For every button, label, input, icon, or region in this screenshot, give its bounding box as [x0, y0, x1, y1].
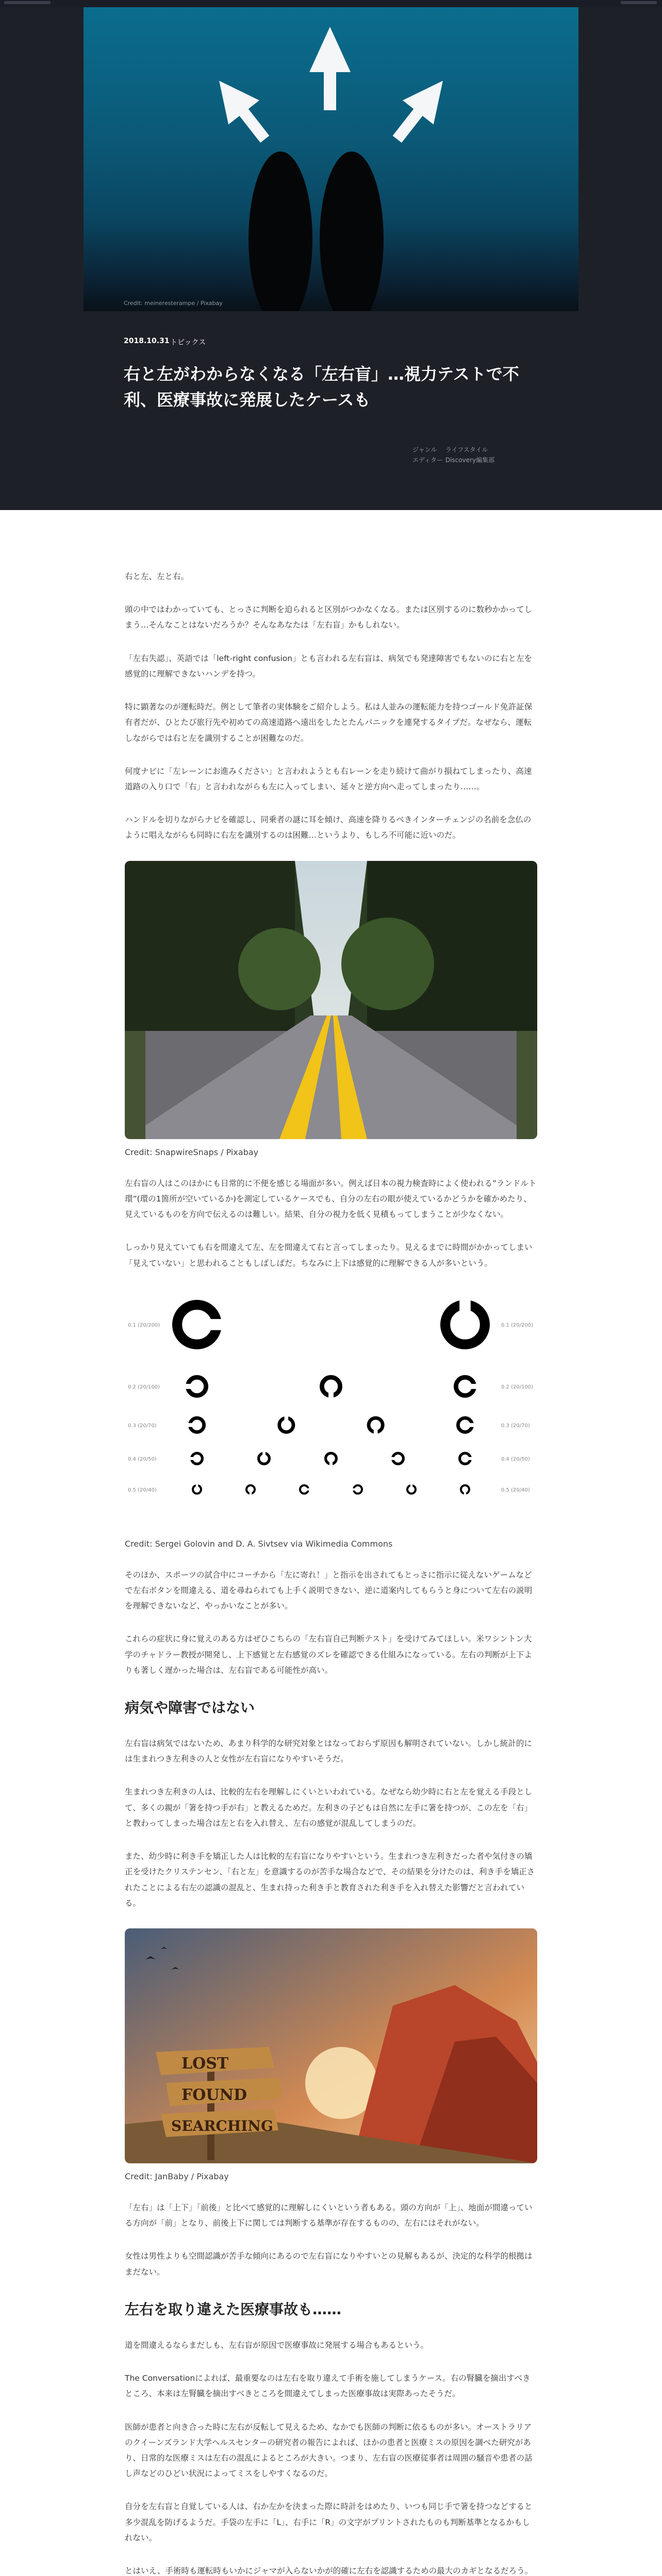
landolt-ring: [369, 1418, 383, 1435]
up-arrow-icon: [309, 27, 351, 110]
photo-credit: Credit: JanBaby / Pixabay: [125, 2172, 229, 2181]
landolt-ring: [177, 1304, 226, 1344]
hero: [0, 7, 662, 510]
landolt-row-label-right: 0.1 (20/200): [501, 1322, 534, 1328]
paragraph: また、幼少時に利き手を矯正した人は比較的左右盲になりやすいという。生まれつき左利きだった者や気付きの矯正を受けたクリステンセン、「右と左」を意識するのが苦手な場合などで、その結果を分けたのは、利き手を矯正されたことによる右左の認識の混乱と、生まれ持った利き手と教育された利き手を入れ替えた影響だと言われている。: [125, 1852, 535, 1908]
landolt-row-label: 0.1 (20/200): [128, 1322, 160, 1328]
road-photo: [125, 861, 537, 1139]
page-title: 右と左がわからなくなる「左右盲」…視力テストで不利、医療事故に発展したケースも: [124, 364, 519, 410]
post-date: 2018.10.31: [124, 337, 170, 345]
landolt-ring: [187, 1418, 204, 1432]
meta-genre: [412, 445, 488, 454]
top-bar-menu[interactable]: [621, 1, 657, 4]
landolt-row-label-right: 0.3 (20/70): [501, 1422, 530, 1429]
paragraph-text: これらの症状に身に覚えのある方はぜひこちらの「左右盲自己判断テスト」を受けてみてほしい。米ワシントン大学のチャドラー教授が開発し、上下感覚と左右感覚のズレを確認できる仕組みになっている。左右の判断が上下よりも著しく遅かった場合は、左右盲である可能性が高い。: [125, 1634, 533, 1675]
top-bar-logo[interactable]: [4, 1, 51, 4]
right-foot-shadow: [320, 151, 384, 311]
left-foot-shadow: [249, 151, 312, 311]
sign-found: FOUND: [181, 2086, 247, 2104]
article-body: [125, 510, 537, 2576]
paragraph: しっかり見えていても右を間違えて左、左を間違えて右と言ってしまったり。見えるまでに時間がかかってしまい「見えていない」と思われることもしばしばだ。ちなみに上下は感覚的に理解できる人が多いという。: [125, 1243, 533, 1268]
landolt-ring: [189, 1453, 202, 1464]
paragraph: ハンドルを切りながらナビを確認し、同乗者の謎に耳を傾け、高速を降りるべきインターチェンジの名前を念仏のように唱えながらも同時に右左を識別するのは困難…というより、もしろ不可能に近いのだ。: [125, 815, 532, 840]
paragraph: 女性は男性よりも空間認識が苦手な傾向にあるので左右盲になりやすいとの見解もあるが、決定的な科学的根拠はまだない。: [125, 2251, 533, 2277]
paragraph: [125, 1631, 537, 1678]
sign-lost: LOST: [181, 2055, 229, 2073]
landolt-ring: [184, 1377, 206, 1395]
section-heading: 病気や障害ではない: [125, 1699, 255, 1717]
meta-editor-value[interactable]: Discovery編集部: [445, 456, 495, 464]
landolt-ring: [458, 1418, 475, 1432]
paragraph: そのほか、スポーツの試合中にコーチから「左に寄れ！」と指示を出されてもとっさに指示に従えないゲームなどで左右ボタンを間違える、道を尋ねられても上手く説明できない、逆に道案内してもらうと身について左右の説明を理解できないなど、やっかいなことが多い。: [125, 1570, 533, 1611]
paragraph: 左右盲は病気ではないため、あまり科学的な研究対象とはなっておらず原因も解明されていない。しかし統計的には生まれつき左利きの人と女性が左右盲になりやすいそうだ。: [125, 1739, 532, 1764]
paragraph: 道を間違えるならまだしも、左右盲が原因で医療事故に発展する場合もあるという。: [125, 2340, 429, 2350]
landolt-ring: [460, 1453, 473, 1464]
paragraph: The Conversationによれば、最重要なのは左右を取り違えて手術を施してしまうケース。右の腎臓を摘出すべきところ、本来は左腎臓を摘出すべきところを間違えてしまった医療事故は実際あったそうだ。: [125, 2374, 531, 2399]
paragraph: 医師が患者と向き合った時に左右が反転して見えるため、なかでも医師の判断に依るものが多い。オーストラリアのクイーンズランド大学ヘルスセンターの研究者の報告によれば、ほかの患者と医療ミスの原因を調べた研究があり、日常的な医療ミスは左右の混乱によるところが大きい。つまり、左右盲の医療従事者は周囲の騒音や患者の話し声などのひどい状況によってミスをしやすくなるのだ。: [125, 2422, 533, 2479]
post-category[interactable]: トピックス: [170, 338, 206, 347]
paragraph: 「左右失認」、英語では「left-right confusion」とも言われる左右盲は、病気でも発達障害でもないのに右と左を感覚的に理解できないハンデを持つ。: [125, 653, 533, 679]
landolt-ring: [193, 1483, 201, 1494]
hero-credit: Credit: meineresterampe / Pixabay: [124, 300, 223, 307]
landolt-row-label: 0.2 (20/100): [128, 1384, 160, 1390]
paragraph: 左右盲の人はこのほかにも日常的に不便を感じる場面が多い。例えば日本の視力検査時によく使われる”ランドルト環”(環の1箇所が空いているか)を測定しているケースでも、自分の左右の眼が使えているかどうかを確かめたり、見えているものを方向で伝えるのは難しい。結果、自分の視力を低く見積もってしまうことが少なくない。: [125, 1178, 537, 1219]
right-arrow-icon: [382, 69, 458, 151]
landolt-row-label-right: 0.4 (20/50): [501, 1456, 530, 1462]
landolt-ring: [390, 1453, 403, 1464]
landolt-ring: [407, 1483, 416, 1494]
sign-searching: SEARCHING: [171, 2117, 273, 2134]
paragraph: 右と左、左と右。: [125, 572, 189, 581]
landolt-chart: [125, 1289, 537, 1531]
meta-genre-label: ジャンル: [412, 446, 437, 453]
paragraph: 生まれつき左利きの人は、比較的左右を理解しにくいといわれている。なぜなら幼少時に右と左を覚える手段として、多くの親が「箸を持つ手が右」と教えるためだ。左利きの子どもは自然に左手に箸を持つが、この左を「右」と教わってしまった場合は左と右を入れ替え、左右の感覚が混乱してしまうのだ。: [125, 1787, 533, 1828]
landolt-chart-svg: [125, 1289, 537, 1531]
paragraph: 頭の中ではわかっていても、とっさに判断を迫られると区別がつかなくなる。または区別するのに数秒かかってしまう…そんなことはないだろうか？そんなあなたは「左右盲」かもしれない。: [125, 605, 533, 630]
photo-credit: Credit: SnapwireSnaps / Pixabay: [125, 1147, 259, 1157]
paragraph: 自分を左右盲と自覚している人は、右か左かを決まった際に時計をはめたり、いつも同じ手で箸を持つなどすると多少混乱を防げるようだ。手袋の左手に「L」、右手に「R」の文字がプリントされたものも判断基準となるかもしれない。: [125, 2502, 533, 2543]
chart-credit: Credit: Sergei Golovin and D. A. Sivtsev via Wikimedia Commons: [125, 1538, 393, 1549]
landolt-row-label-right: 0.2 (20/100): [501, 1384, 534, 1390]
paragraph: とはいえ、手術時も運転時もいかにジャマが入らないかが的確に左右を認識するための最大のカギとなるだろう。: [125, 2566, 533, 2576]
hero-image: [84, 7, 578, 311]
landolt-ring: [259, 1451, 270, 1464]
paragraph: 「左右」は「上下」「前後」と比べて感覚的に理解しにくいという者もある。頭の方向が「上」、地面が間違っている方向が「前」となり、前後上下に関しては判断する基準が存在するものの、左右にはそれがない。: [125, 2203, 533, 2228]
arrows-illustration: [84, 7, 578, 311]
left-arrow-icon: [204, 69, 280, 151]
landolt-ring: [322, 1377, 340, 1399]
landolt-ring: [326, 1453, 337, 1466]
landolt-ring: [461, 1485, 469, 1496]
landolt-row-label: 0.3 (20/70): [128, 1422, 157, 1429]
landolt-ring: [246, 1485, 255, 1496]
meta-editor: [412, 455, 494, 464]
top-bar: [0, 0, 662, 7]
paragraph: 特に顕著なのが運転時だ。例として筆者の実体験をご紹介しよう。私は人並みの運転能力を持つゴールド免許証保有者だが、ひとたび旅行先や初めての高速道路へ遠出をしたとたんパニックを連発するタイプだ。なぜなら、運転しながらでは右と左を識別することが困難なのだ。: [125, 702, 533, 743]
landolt-ring: [279, 1415, 293, 1432]
section-heading: 左右を取り違えた医療事故も……: [125, 2300, 342, 2318]
lost-found-photo: [125, 1928, 537, 2163]
landolt-row-label: 0.5 (20/40): [128, 1487, 157, 1493]
meta-genre-value[interactable]: ライフスタイル: [445, 446, 488, 453]
landolt-row-label-right: 0.5 (20/40): [501, 1487, 530, 1493]
landolt-row-label: 0.4 (20/50): [128, 1456, 157, 1462]
landolt-ring: [456, 1377, 478, 1395]
landolt-ring: [300, 1485, 310, 1494]
meta-editor-label: エディター: [412, 456, 443, 464]
landolt-ring: [445, 1296, 485, 1345]
paragraph: 何度ナビに「左レーンにお進みください」と言われようとも右レーンを走り続けて曲がり損ねてしまったり、高速道路の入り口で「右」と言われながらも左に入ってしまい、延々と逆方向へ走ってしまったり……。: [125, 766, 532, 791]
landolt-ring: [352, 1485, 362, 1494]
